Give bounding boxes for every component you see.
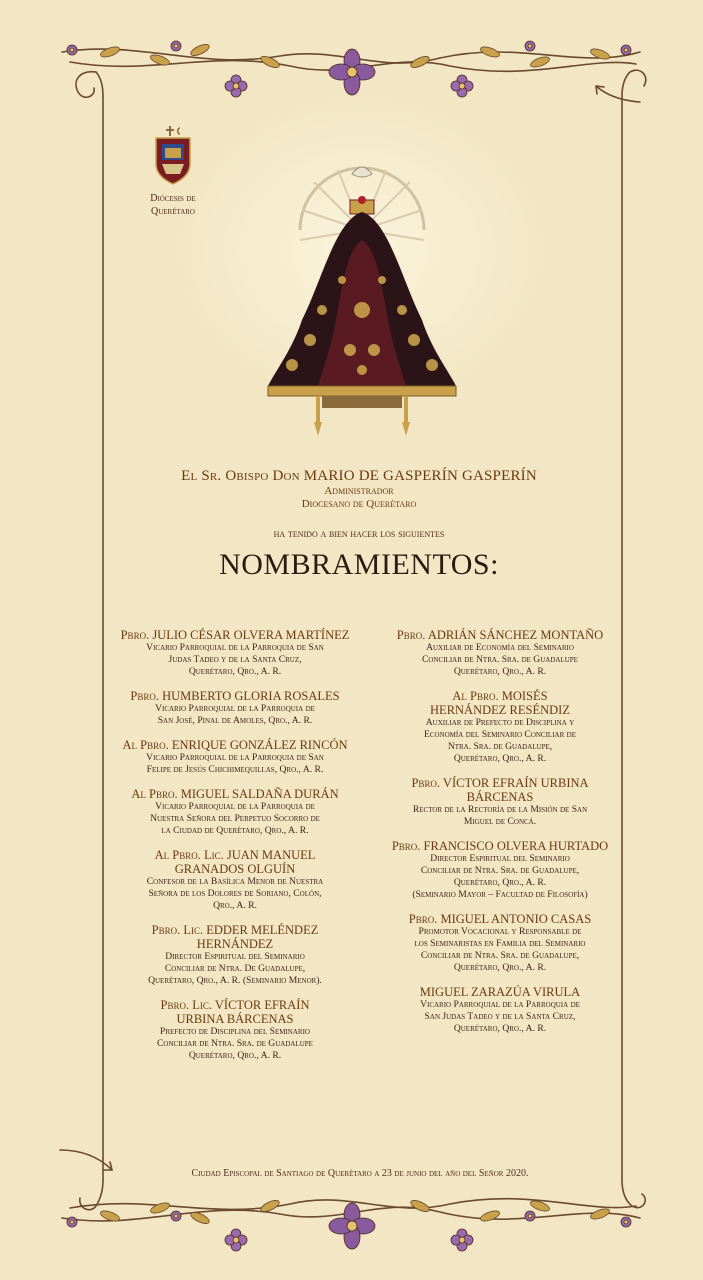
appointment-description-line: Economía del Seminario Conciliar de [423, 729, 576, 740]
appointee-name: Pbro. ADRIÁN SÁNCHEZ MONTAÑO [396, 628, 604, 642]
appointee-name: Al Pbro. MIGUEL SALDAÑA DURÁN [131, 787, 339, 801]
appointment-description-line: Conciliar de Ntra. Sra. de Guadalupe [157, 1038, 313, 1049]
appointment-description-line: San Judas Tadeo y de la Santa Cruz, [424, 1011, 576, 1022]
appointment-description-line: Querétaro, Qro., A. R. [188, 1050, 282, 1061]
appointment-description-line: Vicario Parroquial de la Parroquia de San [146, 752, 324, 763]
appointee-name: Pbro. MIGUEL ANTONIO CASAS [408, 912, 592, 926]
appointment-description-line: (Seminario Mayor – Facultad de Filosofía) [412, 889, 588, 900]
appointee-name: Al Pbro. ENRIQUE GONZÁLEZ RINCÓN [122, 738, 348, 752]
appointments-right-column [382, 628, 618, 1046]
appointment-entry [382, 839, 618, 901]
announcement-header [120, 468, 598, 582]
diocese-name-line1: Diócesis de [150, 193, 196, 204]
appointment-description-line: Judas Tadeo y de la Santa Cruz, [168, 654, 302, 665]
appointment-entry [382, 689, 618, 765]
intro-line: ha tenido a bien hacer los siguientes [273, 528, 445, 540]
appointment-description-line: Ntra. Sra. de Guadalupe, [447, 741, 553, 752]
appointment-description-line: Director Espiritual del Seminario [165, 951, 305, 962]
appointment-description-line: Director Espiritual del Seminario [430, 853, 570, 864]
appointment-description-line: Confesor de la Basílica Menor de Nuestra [146, 876, 324, 887]
appointment-description-line: Conciliar de Ntra. Sra. de Guadalupe [422, 654, 578, 665]
appointment-description-line: Vicario Parroquial de la Parroquia de [420, 999, 580, 1010]
appointee-name: Pbro. JULIO CÉSAR OLVERA MARTÍNEZ [120, 628, 350, 642]
appointment-description-line: Rector de la Rectoría de la Misión de San [412, 804, 588, 815]
appointment-description-line: Señora de los Dolores de Soriano, Colón, [148, 888, 322, 899]
appointment-description-line: Promotor Vocacional y Responsable de [418, 926, 582, 937]
appointment-description-line: la Ciudad de Querétaro, Qro., A. R. [161, 825, 309, 836]
appointment-description-line: Querétaro, Qro., A. R. [453, 753, 547, 764]
appointment-description-line: Vicario Parroquial de la Parroquia de San [146, 642, 324, 653]
role-line-2: Diocesano de Querétaro [301, 498, 417, 510]
appointment-description-line: Vicario Parroquial de la Parroquia de [155, 703, 315, 714]
appointee-name: Pbro. HUMBERTO GLORIA ROSALES [130, 689, 340, 703]
appointee-name: Pbro. VÍCTOR EFRAÍN URBINA BÁRCENAS [411, 776, 589, 804]
appointment-description-line: Miguel de Concá. [463, 816, 537, 827]
bishop-line: El Sr. Obispo Don MARIO DE GASPERÍN GASPERÍN [181, 468, 537, 484]
appointment-description-line: Querétaro, Qro., A. R. [453, 877, 547, 888]
appointment-description-line: San José, Pinal de Amoles, Qro., A. R. [157, 715, 313, 726]
appointee-name: Pbro. FRANCISCO OLVERA HURTADO [391, 839, 609, 853]
diocese-name-line2: Querétaro [151, 206, 195, 217]
appointment-entry [382, 776, 618, 828]
appointment-description-line: Querétaro, Qro., A. R. [188, 666, 282, 677]
appointment-description-line: Vicario Parroquial de la Parroquia de [155, 801, 315, 812]
appointment-description-line: Querétaro, Qro., A. R. [453, 666, 547, 677]
appointment-entry [382, 628, 618, 678]
appointment-description-line: Conciliar de Ntra. De Guadalupe, [164, 963, 306, 974]
appointment-entry [118, 998, 352, 1062]
diocese-logo [128, 124, 218, 217]
appointee-name: MIGUEL ZARAZÚA VIRULA [419, 985, 581, 999]
virgin-statue-image [262, 160, 462, 440]
appointment-description-line: los Seminaristas en Familia del Seminario [414, 938, 586, 949]
appointee-name: Al Pbro. MOISÉS HERNÁNDEZ RESÉNDIZ [430, 689, 570, 717]
appointment-entry [382, 912, 618, 974]
appointments-left-column [118, 628, 352, 1073]
appointment-entry [118, 738, 352, 776]
appointment-description-line: Querétaro, Qro., A. R. (Seminario Menor). [148, 975, 322, 986]
appointment-description-line: Qro., A. R. [213, 900, 257, 911]
appointment-description-line: Querétaro, Qro., A. R. [453, 1023, 547, 1034]
appointment-entry [118, 848, 352, 912]
appointment-description-line: Conciliar de Ntra. Sra. de Guadalupe, [420, 865, 580, 876]
appointment-description-line: Auxiliar de Prefecto de Disciplina y [425, 717, 575, 728]
appointee-name: Pbro. Lic. VÍCTOR EFRAÍN URBINA BÁRCENAS [160, 998, 310, 1026]
appointment-description-line: Querétaro, Qro., A. R. [453, 962, 547, 973]
appointment-description-line: Nuestra Señora del Perpetuo Socorro de [150, 813, 320, 824]
appointment-description-line: Prefecto de Disciplina del Seminario [160, 1026, 310, 1037]
appointment-entry [118, 787, 352, 837]
appointment-entry [382, 985, 618, 1035]
appointment-description-line: Felipe de Jesús Chichimequillas, Qro., A. R. [146, 764, 324, 775]
role-line-1: Administrador [324, 485, 394, 497]
date-place-footer: Ciudad Episcopal de Santiago de Querétaro a 23 de junio del año del Señor 2020. [191, 1168, 529, 1179]
appointment-entry [118, 923, 352, 987]
appointee-name: Pbro. Lic. EDDER MELÉNDEZ HERNÁNDEZ [151, 923, 319, 951]
appointment-entry [118, 689, 352, 727]
appointment-description-line: Auxiliar de Economía del Seminario [426, 642, 574, 653]
appointment-description-line: Conciliar de Ntra. Sra. de Guadalupe, [420, 950, 580, 961]
appointment-entry [118, 628, 352, 678]
diocese-shield-icon [152, 124, 194, 186]
page-title: NOMBRAMIENTOS: [219, 548, 499, 581]
appointee-name: Al Pbro. Lic. JUAN MANUEL GRANADOS OLGUÍN [154, 848, 316, 876]
